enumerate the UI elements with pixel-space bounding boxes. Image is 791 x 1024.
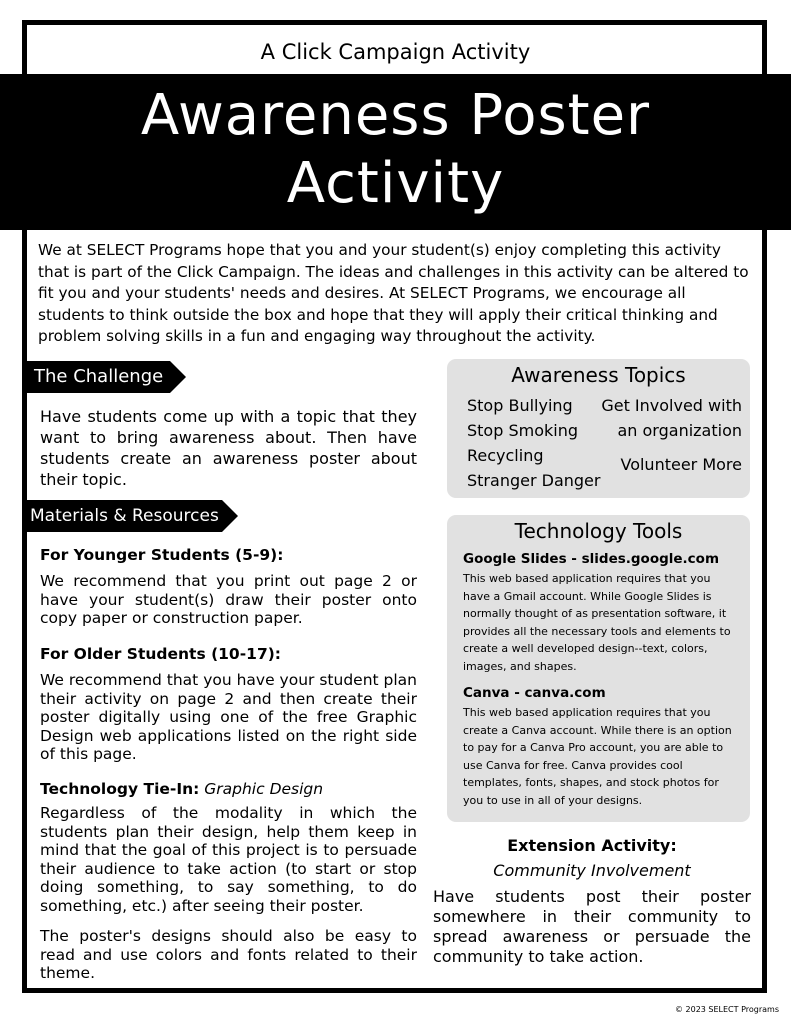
topic-item: an organization (617, 421, 742, 440)
challenge-text: Have students come up with a topic that they want to bring awareness about. Then have students create an awareness poster about their topic. (40, 407, 417, 489)
tie-in-heading (40, 780, 417, 798)
topic-item: Stop Bullying (467, 396, 573, 415)
topic-item: Recycling (467, 446, 544, 465)
canva-text: This web based application requires that you create a Canva account. While there is an option to pay for a Canva Pro account, you are able to use Canva for free. Canva provides cool templates, fonts, shapes, and stock photos for you to use in all of your designs. (463, 706, 732, 807)
topic-item: Stop Smoking (467, 421, 578, 440)
title-line-2: Activity (286, 151, 505, 216)
intro-paragraph: We at SELECT Programs hope that you and your student(s) enjoy completing this activity that is part of the Click Campaign. The ideas and challenges in this activity can be altered to fit you and your students' needs and desires. At SELECT Programs, we encourage all students to think outside the box and hope that they will apply their critical thinking and problem solving skills in a fun and engaging way throughout the activity. (38, 241, 749, 345)
google-slides-text: This web based application requires that you have a Gmail account. While Google Slides is normally thought of as presentation software, it provides all the necessary tools and elements to create a well developed design--text, colors, images, and shapes. (463, 572, 731, 673)
topic-item: Volunteer More (620, 455, 742, 474)
canva-heading: Canva - canva.com (463, 685, 606, 701)
older-section (40, 645, 417, 764)
topics-title: Awareness Topics (511, 363, 686, 387)
extension-subtitle: Community Involvement (493, 861, 691, 880)
title-line-1: Awareness Poster (140, 83, 651, 148)
topic-item: Stranger Danger (467, 471, 601, 490)
extension-text: Have students post their poster somewhere in their community to spread awareness or persuade the community to take action. (433, 887, 751, 966)
challenge-label: The Challenge (22, 361, 170, 393)
design-text: The poster's designs should also be easy to read and use colors and fonts related to their theme. (40, 927, 417, 982)
younger-heading: For Younger Students (5-9): (40, 546, 284, 564)
copyright: © 2023 SELECT Programs (674, 1005, 779, 1014)
google-slides-heading: Google Slides - slides.google.com (463, 551, 720, 567)
tie-in-text: Regardless of the modality in which the students plan their design, help them keep in mind that the goal of this project is to persuade their audience to take action (to start or stop doing something, to say something, to do something, etc.) after seeing their poster. (40, 804, 417, 915)
older-text: We recommend that you have your student plan their activity on page 2 and then create their poster digitally using one of the free Graphic Design web applications listed on the right side of this page. (40, 671, 417, 763)
topic-item: Get Involved with (601, 396, 742, 415)
extension-title: Extension Activity: (507, 836, 677, 855)
tie-in-label: Technology Tie-In: (40, 780, 200, 798)
older-heading: For Older Students (10-17): (40, 645, 282, 663)
tie-in-value: Graphic Design (204, 780, 324, 798)
tools-title: Technology Tools (514, 519, 683, 543)
activity-subtitle: A Click Campaign Activity (260, 40, 531, 64)
page-title (0, 74, 791, 218)
awareness-topics-box (447, 359, 750, 498)
technology-tools-box (447, 515, 750, 822)
title-banner (0, 74, 791, 230)
tie-in-section (40, 780, 417, 983)
materials-label: Materials & Resources (22, 500, 222, 532)
younger-text: We recommend that you print out page 2 or have your student(s) draw their poster onto copy paper or construction paper. (40, 572, 417, 627)
younger-section (40, 546, 417, 628)
